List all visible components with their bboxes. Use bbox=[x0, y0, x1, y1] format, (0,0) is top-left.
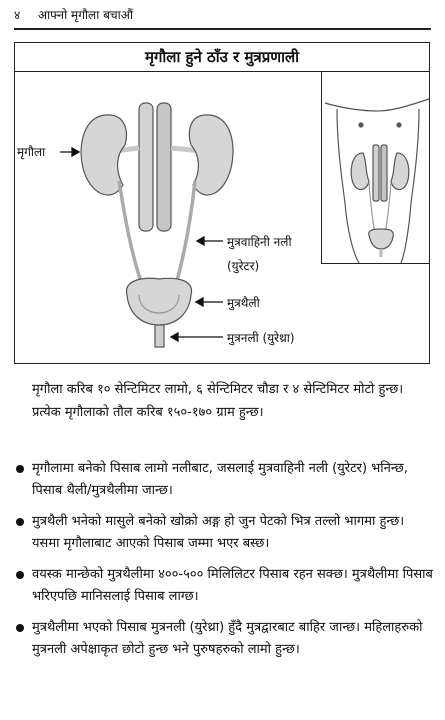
label-urethra: मुत्रनली (युरेथ्रा) bbox=[227, 331, 295, 345]
header-rule bbox=[14, 28, 431, 30]
intro-paragraph: मृगौला करिब १० सेन्टिमिटर लामो, ६ सेन्टिमिटर चौडा र ४ सेन्टिमिटर मोटो हुन्छ। प्रत्येक मृगौलाको तौल करिब १५०-१७० ग्राम हुन्छ। bbox=[32, 382, 404, 420]
bullet-icon bbox=[16, 518, 24, 526]
urethra-drawing bbox=[155, 325, 164, 347]
bullet-icon bbox=[16, 571, 24, 579]
main-diagram bbox=[81, 103, 233, 347]
label-ureter: मुत्रवाहिनी नली bbox=[227, 235, 292, 249]
label-bladder: मुत्रथैली bbox=[227, 296, 260, 310]
list-item: वयस्क मान्छेको मुत्रथैलीमा ४००-५०० मिलिलिटर पिसाब रहन सक्छ। मुत्रथैलीमा पिसाब भरिएपछि मानिसलाई पिसाब लाग्छ। bbox=[14, 564, 434, 608]
page-header bbox=[14, 6, 133, 23]
inset-frame bbox=[321, 72, 429, 264]
right-ureter-drawing bbox=[175, 181, 195, 288]
aorta-drawing bbox=[139, 103, 153, 231]
list-item: मुत्रथैली भनेको मासुले बनेको खोक्रो अङ्ग हो जुन पेटको भित्र तल्लो भागमा हुन्छ। यसमा मृगौलाबाट आएको पिसाब जम्मा भएर बस्छ। bbox=[14, 511, 434, 555]
list-item: मुत्रथैलीमा भएको पिसाब मुत्रनली (युरेथ्रा) हुँदै मुत्रद्वारबाट बाहिर जान्छ। महिलाहरुको मुत्रनली अपेक्षाकृत छोटो हुन्छ भने पुरुषहरुको लामो हुन्छ। bbox=[14, 617, 434, 661]
bullet-icon bbox=[16, 465, 24, 473]
page-number: ४ bbox=[14, 8, 21, 22]
bullet-icon bbox=[16, 624, 24, 632]
label-ureter-english: (युरेटर) bbox=[227, 259, 260, 273]
label-kidney: मृगौला bbox=[17, 145, 46, 159]
figure-title: मृगौला हुने ठाँउ र मुत्रप्रणाली bbox=[15, 43, 429, 72]
bladder-drawing bbox=[127, 278, 192, 325]
vena-cava-drawing bbox=[157, 103, 171, 231]
bullet-list bbox=[14, 458, 434, 670]
list-item: मृगौलामा बनेको पिसाब लामो नलीबाट, जसलाई मुत्रवाहिनी नली (युरेटर) भनिन्छ, पिसाब थैली/मुत्रथैलीमा जान्छ। bbox=[14, 458, 434, 502]
running-title: आफ्नो मृगौला बचाऔं bbox=[37, 8, 133, 22]
urinary-system-figure bbox=[14, 42, 430, 364]
